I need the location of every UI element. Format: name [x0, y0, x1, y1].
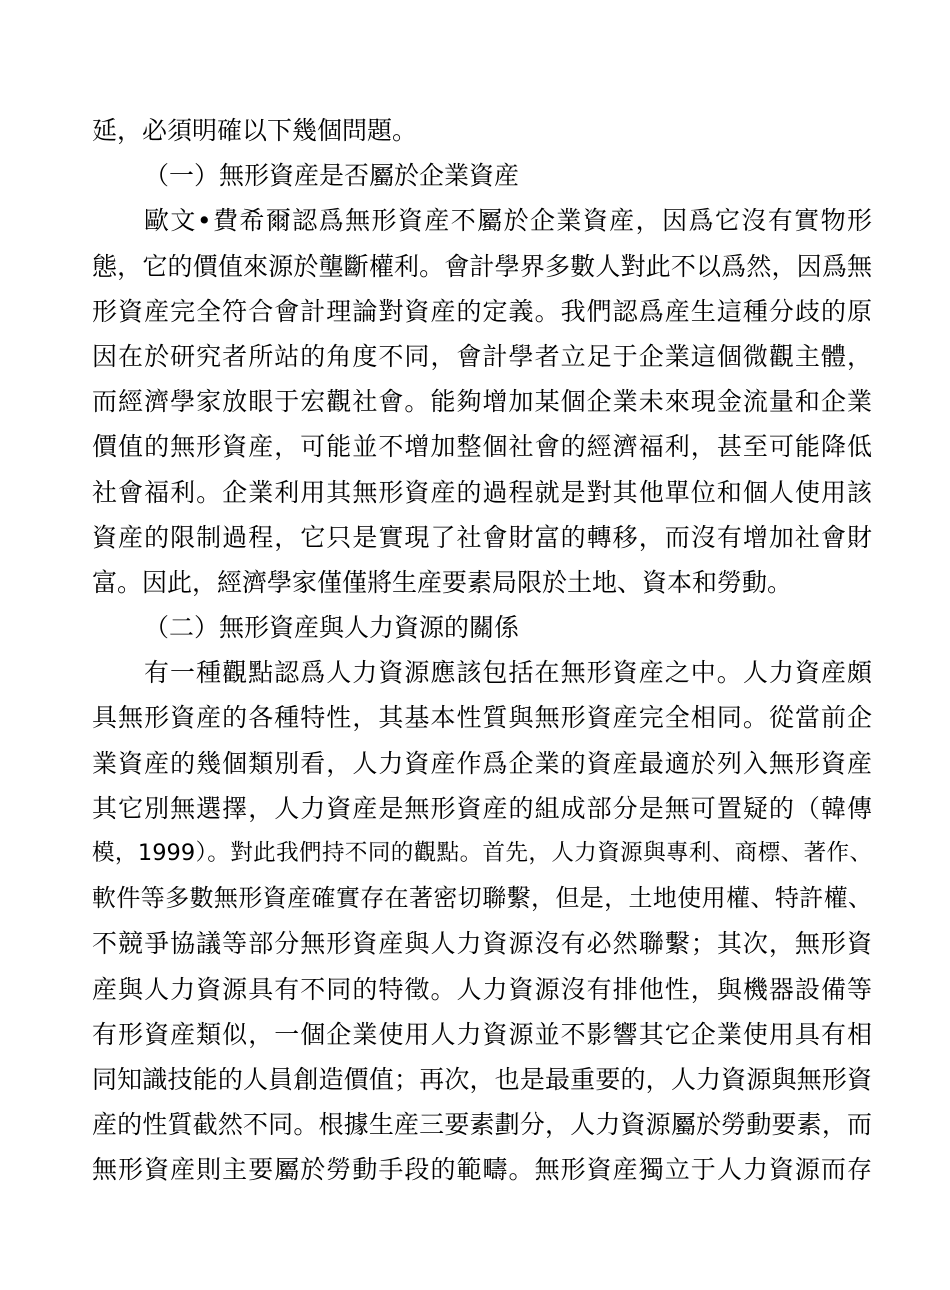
text-line: 軟件等多數無形資産確實存在著密切聯繫，但是，土地使用權、特許權、: [92, 884, 872, 913]
text-line: 同知識技能的人員創造價值；再次，也是最重要的，人力資源與無形資: [92, 1064, 872, 1094]
text-line: 富。因此，經濟學家僅僅將生産要素局限於土地、資本和勞動。: [92, 567, 793, 597]
text-line: 具無形資産的各種特性，其基本性質與無形資産完全相同。從當前企: [92, 703, 872, 733]
text-line: 態，它的價值來源於壟斷權利。會計學界多數人對此不以爲然，因爲無: [92, 251, 872, 281]
section-heading-1: （一）無形資産是否屬於企業資産: [144, 161, 520, 191]
text-line: 有一種觀點認爲人力資源應該包括在無形資産之中。人力資産頗: [144, 658, 872, 688]
text-line: 而經濟學家放眼于宏觀社會。能夠增加某個企業未來現金流量和企業: [92, 387, 872, 417]
text-line: 模，1999）。對此我們持不同的觀點。首先，人力資源與專利、商標、著作、: [92, 840, 872, 866]
text-line: 産與人力資源具有不同的特徵。人力資源沒有排他性，與機器設備等: [92, 974, 872, 1004]
text-line: 不競爭協議等部分無形資産與人力資源沒有必然聯繫；其次，無形資: [92, 929, 872, 959]
text-line: 歐文•費希爾認爲無形資産不屬於企業資産，因爲它沒有實物形: [144, 206, 872, 236]
text-line: 社會福利。企業利用其無形資産的過程就是對其他單位和個人使用該: [92, 477, 872, 507]
text-line: 延，必須明確以下幾個問題。: [92, 116, 418, 145]
text-line: 有形資産類似，一個企業使用人力資源並不影響其它企業使用具有相: [92, 1019, 872, 1049]
text-line: 資産的限制過程，它只是實現了社會財富的轉移，而沒有增加社會財: [92, 522, 872, 552]
text-line: 價值的無形資産，可能並不增加整個社會的經濟福利，甚至可能降低: [92, 432, 872, 462]
text-line: 形資産完全符合會計理論對資産的定義。我們認爲産生這種分歧的原: [92, 296, 872, 326]
text-line: 因在於研究者所站的角度不同，會計學者立足于企業這個微觀主體，: [92, 341, 872, 371]
text-line: 産的性質截然不同。根據生産三要素劃分，人力資源屬於勞動要素，而: [92, 1110, 872, 1140]
text-line: 無形資産則主要屬於勞動手段的範疇。無形資産獨立于人力資源而存: [92, 1155, 872, 1185]
body-text: [92, 108, 872, 1193]
section-heading-2: （二）無形資産與人力資源的關係: [144, 613, 520, 643]
text-line: 業資産的幾個類別看，人力資産作爲企業的資産最適於列入無形資産: [92, 748, 872, 778]
text-line: 其它別無選擇，人力資産是無形資産的組成部分是無可置疑的（韓傳: [92, 793, 872, 823]
